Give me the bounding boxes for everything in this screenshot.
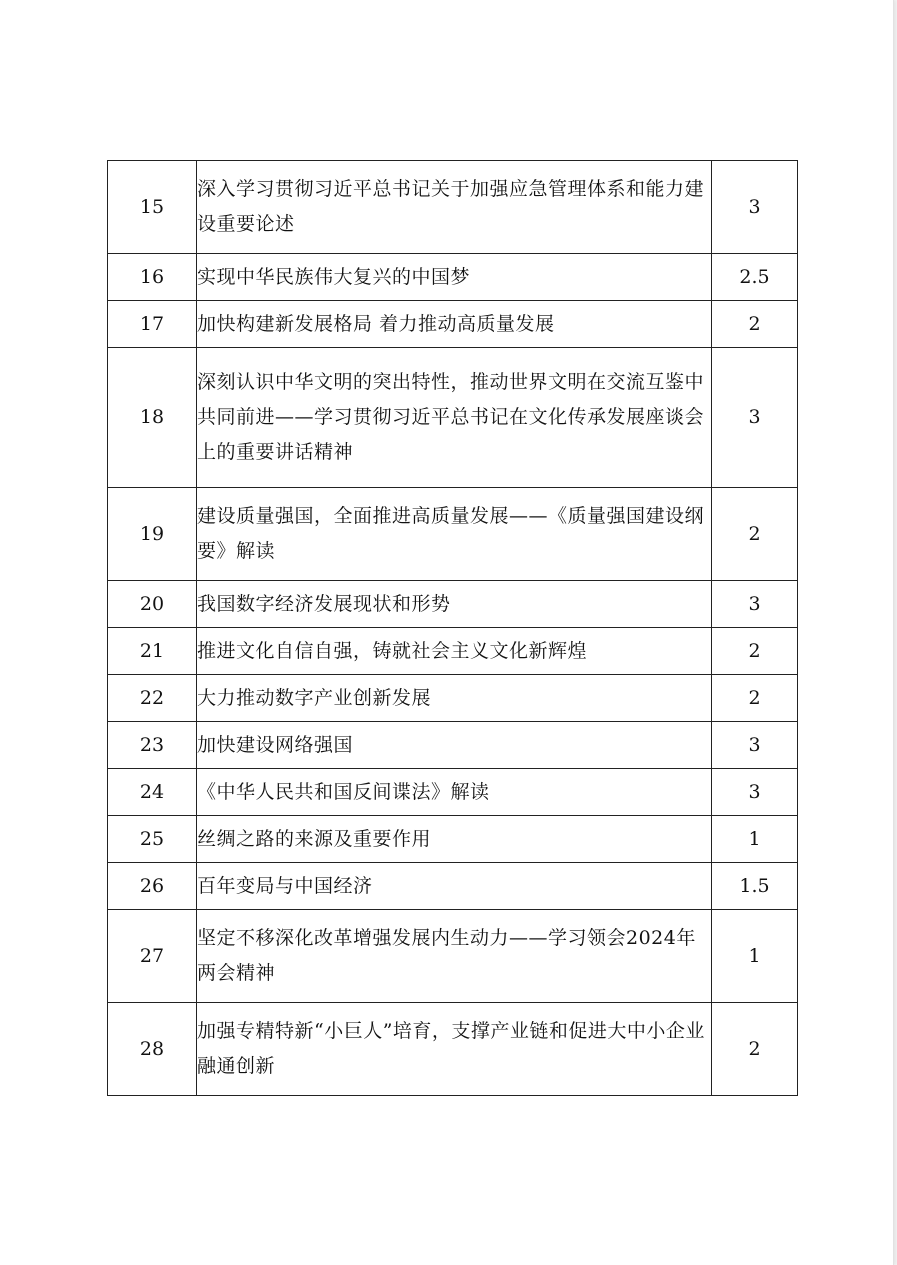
row-number: 20: [108, 581, 197, 628]
row-number: 15: [108, 161, 197, 254]
course-hours: 1: [712, 910, 798, 1003]
course-title: 实现中华民族伟大复兴的中国梦: [197, 254, 712, 301]
row-number: 19: [108, 488, 197, 581]
row-number: 22: [108, 675, 197, 722]
course-title: 深入学习贯彻习近平总书记关于加强应急管理体系和能力建设重要论述: [197, 161, 712, 254]
course-hours: 3: [712, 161, 798, 254]
row-number: 18: [108, 348, 197, 488]
row-number: 24: [108, 769, 197, 816]
course-hours: 3: [712, 722, 798, 769]
row-number: 21: [108, 628, 197, 675]
course-hours: 3: [712, 769, 798, 816]
course-title: 推进文化自信自强，铸就社会主义文化新辉煌: [197, 628, 712, 675]
course-title: 加强专精特新“小巨人”培育，支撑产业链和促进大中小企业融通创新: [197, 1003, 712, 1096]
course-title: 坚定不移深化改革增强发展内生动力——学习领会2024年两会精神: [197, 910, 712, 1003]
table-row: [108, 722, 798, 769]
table-row: [108, 488, 798, 581]
table-row: [108, 348, 798, 488]
course-hours: 2: [712, 1003, 798, 1096]
course-title: 建设质量强国，全面推进高质量发展——《质量强国建设纲要》解读: [197, 488, 712, 581]
course-hours: 2: [712, 675, 798, 722]
course-title: 百年变局与中国经济: [197, 863, 712, 910]
course-hours: 2: [712, 301, 798, 348]
course-title: 加快构建新发展格局 着力推动高质量发展: [197, 301, 712, 348]
row-number: 27: [108, 910, 197, 1003]
course-title: 加快建设网络强国: [197, 722, 712, 769]
table-row: [108, 863, 798, 910]
table-row: [108, 816, 798, 863]
table-row: [108, 628, 798, 675]
course-hours: 3: [712, 348, 798, 488]
course-hours: 1.5: [712, 863, 798, 910]
table-row: [108, 675, 798, 722]
row-number: 25: [108, 816, 197, 863]
course-title: 丝绸之路的来源及重要作用: [197, 816, 712, 863]
table-row: [108, 769, 798, 816]
row-number: 16: [108, 254, 197, 301]
table-row: [108, 254, 798, 301]
row-number: 17: [108, 301, 197, 348]
course-title: 深刻认识中华文明的突出特性，推动世界文明在交流互鉴中共同前进——学习贯彻习近平总书记在文化传承发展座谈会上的重要讲话精神: [197, 348, 712, 488]
table-row: [108, 581, 798, 628]
course-title: 《中华人民共和国反间谍法》解读: [197, 769, 712, 816]
table-row: [108, 161, 798, 254]
course-title: 我国数字经济发展现状和形势: [197, 581, 712, 628]
row-number: 28: [108, 1003, 197, 1096]
table-row: [108, 910, 798, 1003]
course-hours: 2: [712, 628, 798, 675]
course-hours: 2.5: [712, 254, 798, 301]
course-hours: 1: [712, 816, 798, 863]
row-number: 23: [108, 722, 197, 769]
course-hours: 3: [712, 581, 798, 628]
table-row: [108, 1003, 798, 1096]
course-table: [107, 160, 798, 1096]
row-number: 26: [108, 863, 197, 910]
table-row: [108, 301, 798, 348]
course-title: 大力推动数字产业创新发展: [197, 675, 712, 722]
course-hours: 2: [712, 488, 798, 581]
